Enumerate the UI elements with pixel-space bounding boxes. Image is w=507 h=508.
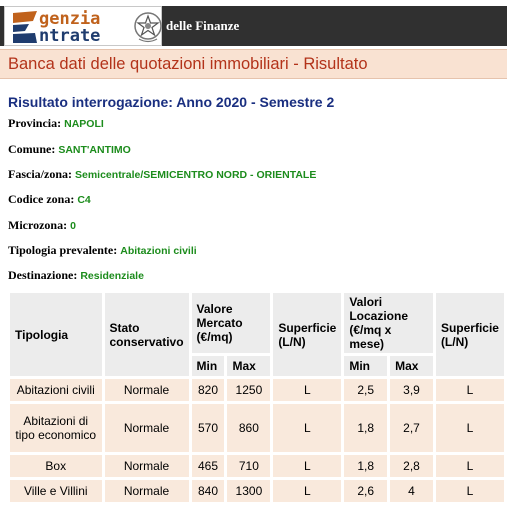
field-label: Codice zona: xyxy=(8,192,75,206)
logo-e-mark xyxy=(11,9,39,45)
table-row xyxy=(10,480,504,502)
field-provincia xyxy=(8,116,104,131)
header-subtitle: delle Finanze xyxy=(166,18,240,33)
field-value: Abitazioni civili xyxy=(120,245,197,257)
field-value: 0 xyxy=(70,220,76,232)
field-value: NAPOLI xyxy=(64,118,104,130)
cell-valore-min: 570 xyxy=(192,404,225,452)
cell-superficie: L xyxy=(436,379,504,401)
cell-locazione-max: 2,8 xyxy=(390,455,433,477)
site-header xyxy=(0,6,507,46)
header-tipologia: Tipologia xyxy=(10,293,102,376)
header-min: Min xyxy=(192,356,225,376)
cell-superficie: L xyxy=(436,404,504,452)
field-fascia-zona xyxy=(8,167,316,182)
cell-locazione-min: 2,6 xyxy=(344,480,387,502)
header-superficie: Superficie (L/N) xyxy=(436,293,504,376)
cell-valore-max: 1250 xyxy=(227,379,270,401)
cell-superficie: L xyxy=(273,404,341,452)
field-tipologia-prevalente xyxy=(8,243,197,258)
italian-emblem-icon xyxy=(133,10,163,44)
field-value: SANT'ANTIMO xyxy=(58,144,131,156)
field-destinazione xyxy=(8,268,144,283)
cell-valore-min: 820 xyxy=(192,379,225,401)
cell-superficie: L xyxy=(273,455,341,477)
field-label: Tipologia prevalente: xyxy=(8,243,118,257)
field-label: Microzona: xyxy=(8,218,68,232)
field-codice-zona xyxy=(8,192,91,207)
cell-locazione-max: 4 xyxy=(390,480,433,502)
header-max: Max xyxy=(227,356,270,376)
cell-stato: Normale xyxy=(105,455,189,477)
cell-valore-min: 840 xyxy=(192,480,225,502)
header-valori-locazione: Valori Locazione (€/mq x mese) xyxy=(344,293,433,353)
field-value: Semicentrale/SEMICENTRO NORD - ORIENTALE xyxy=(75,169,317,181)
header-stato: Stato conservativo xyxy=(105,293,189,376)
cell-superficie: L xyxy=(436,480,504,502)
header-min: Min xyxy=(344,356,387,376)
cell-locazione-max: 2,7 xyxy=(390,404,433,452)
cell-tipologia: Box xyxy=(10,455,102,477)
page-title: Banca dati delle quotazioni immobiliari - Risultato xyxy=(8,55,368,73)
field-microzona xyxy=(8,218,76,233)
field-value: Residenziale xyxy=(80,270,144,282)
page-title-bar xyxy=(0,49,507,79)
cell-stato: Normale xyxy=(105,379,189,401)
agenzia-entrate-logo[interactable] xyxy=(4,6,162,46)
table-row xyxy=(10,455,504,477)
field-label: Provincia: xyxy=(8,116,62,130)
table-row xyxy=(10,379,504,401)
field-label: Fascia/zona: xyxy=(8,167,72,181)
table-header-row xyxy=(10,293,504,353)
quotations-table xyxy=(7,290,507,505)
field-label: Comune: xyxy=(8,142,56,156)
table-row xyxy=(10,404,504,452)
cell-locazione-max: 3,9 xyxy=(390,379,433,401)
logo-text-line1: genzia xyxy=(39,9,101,29)
cell-tipologia: Ville e Villini xyxy=(10,480,102,502)
cell-locazione-min: 1,8 xyxy=(344,404,387,452)
cell-tipologia: Abitazioni di tipo economico xyxy=(10,404,102,452)
field-label: Destinazione: xyxy=(8,268,78,282)
cell-valore-max: 710 xyxy=(227,455,270,477)
cell-stato: Normale xyxy=(105,404,189,452)
cell-stato: Normale xyxy=(105,480,189,502)
cell-locazione-min: 2,5 xyxy=(344,379,387,401)
header-superficie: Superficie (L/N) xyxy=(273,293,341,376)
field-value: C4 xyxy=(77,194,91,206)
cell-valore-min: 465 xyxy=(192,455,225,477)
cell-superficie: L xyxy=(436,455,504,477)
cell-tipologia: Abitazioni civili xyxy=(10,379,102,401)
logo-text-line2: ntrate xyxy=(39,26,101,46)
cell-locazione-min: 1,8 xyxy=(344,455,387,477)
field-comune xyxy=(8,142,131,157)
header-valore-mercato: Valore Mercato (€/mq) xyxy=(192,293,271,353)
cell-valore-max: 1300 xyxy=(227,480,270,502)
cell-valore-max: 860 xyxy=(227,404,270,452)
header-max: Max xyxy=(390,356,433,376)
cell-superficie: L xyxy=(273,379,341,401)
cell-superficie: L xyxy=(273,480,341,502)
result-heading: Risultato interrogazione: Anno 2020 - Semestre 2 xyxy=(8,94,335,110)
